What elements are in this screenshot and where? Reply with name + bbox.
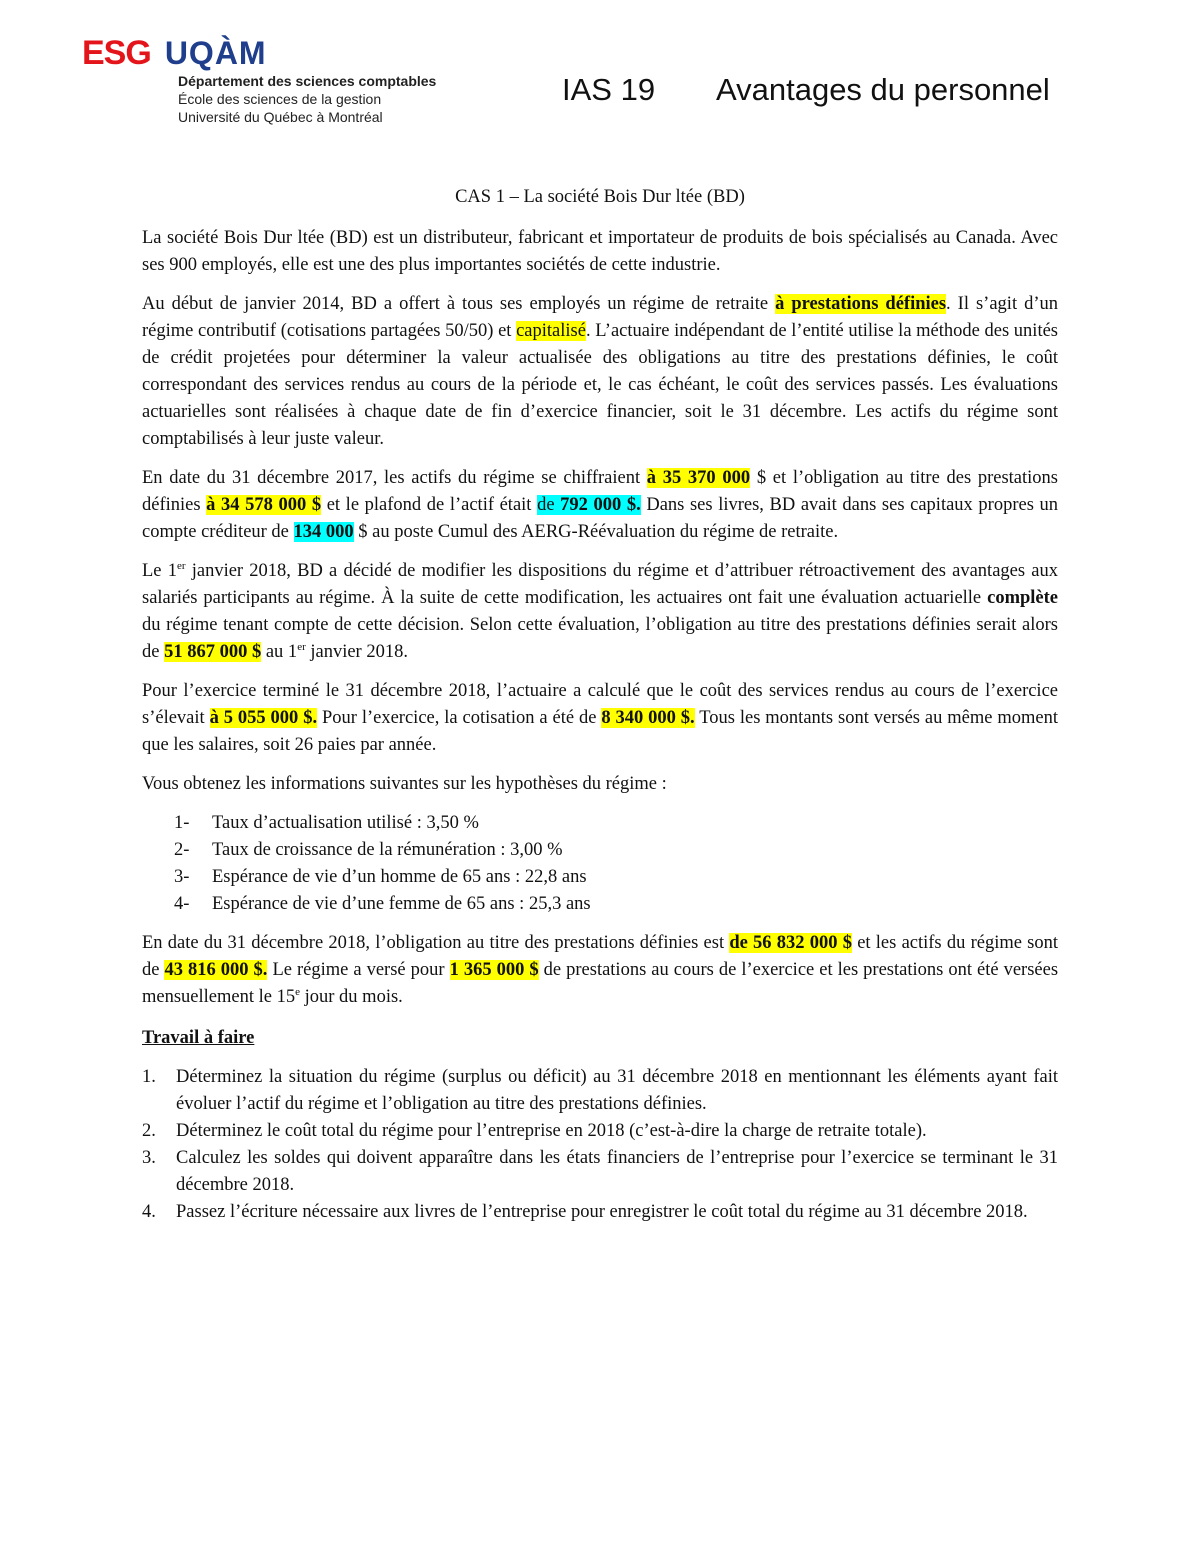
highlight-asset-ceiling: 792 000 $.	[560, 495, 641, 515]
paragraph-2018-balances	[142, 930, 1058, 1011]
text-span: janvier 2018.	[305, 642, 408, 662]
list-item	[142, 1118, 1058, 1145]
text-span: . L’actuaire indépendant de l’entité utilise la méthode des unités de crédit projetées pour déterminer la valeur actualisée des obligations au titre des prestations définies, le coût correspondant des services rendus au cours de la période et, le cas échéant, le coût des services passés. Les évaluations actuarielles sont réalisées à chaque date de fin d’exercice financier, soit le 31 décembre. Les actifs du régime sont comptabilisés à leur juste valeur.	[142, 321, 1058, 449]
text-span: de prestations au cours de l’exercice et les prestations ont été versées mensuellement le 15	[142, 960, 1059, 1007]
highlight-contribution: 8 340 000 $.	[601, 708, 695, 728]
list-item	[174, 810, 1058, 837]
list-item	[174, 891, 1058, 918]
text-span: Au début de janvier 2014, BD a offert à tous ses employés un régime de retraite	[142, 294, 776, 314]
highlight-benefits-paid: 1 365 000 $	[449, 960, 539, 980]
highlight-oci-balance: 134 000	[293, 522, 354, 542]
text-span: Dans ses livres, BD avait dans ses capitaux propres un compte créditeur de	[142, 495, 1058, 542]
hypotheses-list	[142, 810, 1058, 918]
list-text: Déterminez le coût total du régime pour l’entreprise en 2018 (c’est-à-dire la charge de retraite totale).	[176, 1121, 927, 1141]
paragraph-2018-service-cost	[142, 678, 1058, 759]
paragraph-2017-balances	[142, 465, 1058, 546]
paragraph-plan-amendment	[142, 558, 1058, 666]
highlight-assets-2018: 43 816 000 $.	[164, 960, 268, 980]
text-span: $ au poste Cumul des AERG-Réévaluation du régime de retraite.	[353, 522, 839, 542]
list-item	[142, 1145, 1058, 1199]
text-span: janvier 2018, BD a décidé de modifier les dispositions du régime et d’attribuer rétroactivement des avantages aux salariés participants au régime. À la suite de cette modification, les actuaires ont fait une évaluation actuarielle	[142, 561, 1058, 608]
list-number: 1.	[142, 1067, 156, 1087]
logo-esg-text: ESG	[82, 34, 151, 72]
paragraph-intro: La société Bois Dur ltée (BD) est un distributeur, fabricant et importateur de produits de bois spécialisés au Canada. Avec ses 900 employés, elle est une des plus importantes sociétés de cette industrie.	[142, 228, 1058, 275]
list-text: Taux d’actualisation utilisé : 3,50 %	[212, 813, 479, 833]
superscript: e	[295, 985, 300, 998]
paragraph-plan-description	[142, 291, 1058, 453]
highlight-capitalise: capitalisé	[516, 321, 586, 341]
page-header	[0, 0, 1200, 150]
list-text: Taux de croissance de la rémunération : 3,00 %	[212, 840, 563, 860]
tasks-list	[142, 1064, 1058, 1226]
highlight-obligation-amended: 51 867 000 $	[164, 642, 262, 662]
document-body	[142, 184, 1058, 1226]
text-span: Le 1	[142, 561, 177, 581]
esg-uqam-logo	[82, 34, 437, 126]
text-span: jour du mois.	[300, 987, 403, 1007]
list-item	[174, 837, 1058, 864]
list-item	[142, 1064, 1058, 1118]
case-title: CAS 1 – La société Bois Dur ltée (BD)	[455, 187, 745, 207]
superscript: er	[176, 559, 186, 572]
text-span: $ et l’obligation au titre des prestations définies	[142, 468, 1058, 515]
list-number: 2.	[142, 1121, 156, 1141]
paragraph-hypotheses-intro: Vous obtenez les informations suivantes sur les hypothèses du régime :	[142, 774, 667, 794]
text-span: En date du 31 décembre 2017, les actifs du régime se chiffraient	[142, 468, 647, 488]
list-item	[142, 1199, 1058, 1226]
department-name: Département des sciences comptables	[178, 73, 437, 89]
list-text: Passez l’écriture nécessaire aux livres de l’entreprise pour enregistrer le coût total du régime au 31 décembre 2018.	[176, 1202, 1028, 1222]
text-span: au 1	[261, 642, 298, 662]
list-number: 1-	[174, 813, 190, 833]
doc-code: IAS 19	[562, 72, 656, 107]
doc-subject: Avantages du personnel	[716, 72, 1050, 107]
text-span: et les actifs du régime sont de	[142, 933, 1059, 980]
highlight-ceiling-prefix: de	[537, 495, 561, 515]
list-number: 4.	[142, 1202, 156, 1222]
list-text: Calculez les soldes qui doivent apparaître dans les états financiers de l’entreprise pour l’exercice se terminant le 31 décembre 2018.	[176, 1148, 1058, 1195]
list-number: 3-	[174, 867, 190, 887]
text-span: Tous les montants sont versés au même moment que les salaires, soit 26 paies par année.	[142, 708, 1059, 755]
text-span: . Il s’agit d’un régime contributif (cotisations partagées 50/50) et	[142, 294, 1058, 341]
bold-complete: complète	[987, 588, 1058, 608]
superscript: er	[297, 640, 306, 653]
text-span: et le plafond de l’actif était	[321, 495, 538, 515]
highlight-obligation-2017: à 34 578 000 $	[206, 495, 322, 515]
list-text: Espérance de vie d’un homme de 65 ans : 22,8 ans	[212, 867, 587, 887]
list-text: Déterminez la situation du régime (surplus ou déficit) au 31 décembre 2018 en mentionnant les éléments ayant fait évoluer l’actif du régime et l’obligation au titre des prestations définies.	[176, 1067, 1058, 1114]
list-number: 4-	[174, 894, 190, 914]
list-number: 3.	[142, 1148, 156, 1168]
highlight-prestations-definies: à prestations définies	[775, 294, 947, 314]
text-span: En date du 31 décembre 2018, l’obligation au titre des prestations définies est	[142, 933, 730, 953]
list-text: Espérance de vie d’une femme de 65 ans : 25,3 ans	[212, 894, 591, 914]
highlight-service-cost: à 5 055 000 $.	[209, 708, 318, 728]
highlight-obligation-2018: de 56 832 000 $	[729, 933, 852, 953]
text-span: Pour l’exercice terminé le 31 décembre 2018, l’actuaire a calculé que le coût des services rendus au cours de l’exercice s’élevait	[142, 681, 1058, 728]
list-number: 2-	[174, 840, 190, 860]
list-item	[174, 864, 1058, 891]
text-span: Le régime a versé pour	[267, 960, 450, 980]
text-span: Pour l’exercice, la cotisation a été de	[317, 708, 602, 728]
school-name: École des sciences de la gestion	[178, 91, 382, 107]
highlight-assets-2017: à 35 370 000	[646, 468, 751, 488]
logo-uqam-text: UQÀM	[164, 35, 267, 71]
tasks-heading: Travail à faire	[142, 1028, 255, 1048]
university-name: Université du Québec à Montréal	[178, 109, 383, 125]
text-span: du régime tenant compte de cette décision. Selon cette évaluation, l’obligation au titre des prestations définies serait alors de	[142, 615, 1058, 662]
